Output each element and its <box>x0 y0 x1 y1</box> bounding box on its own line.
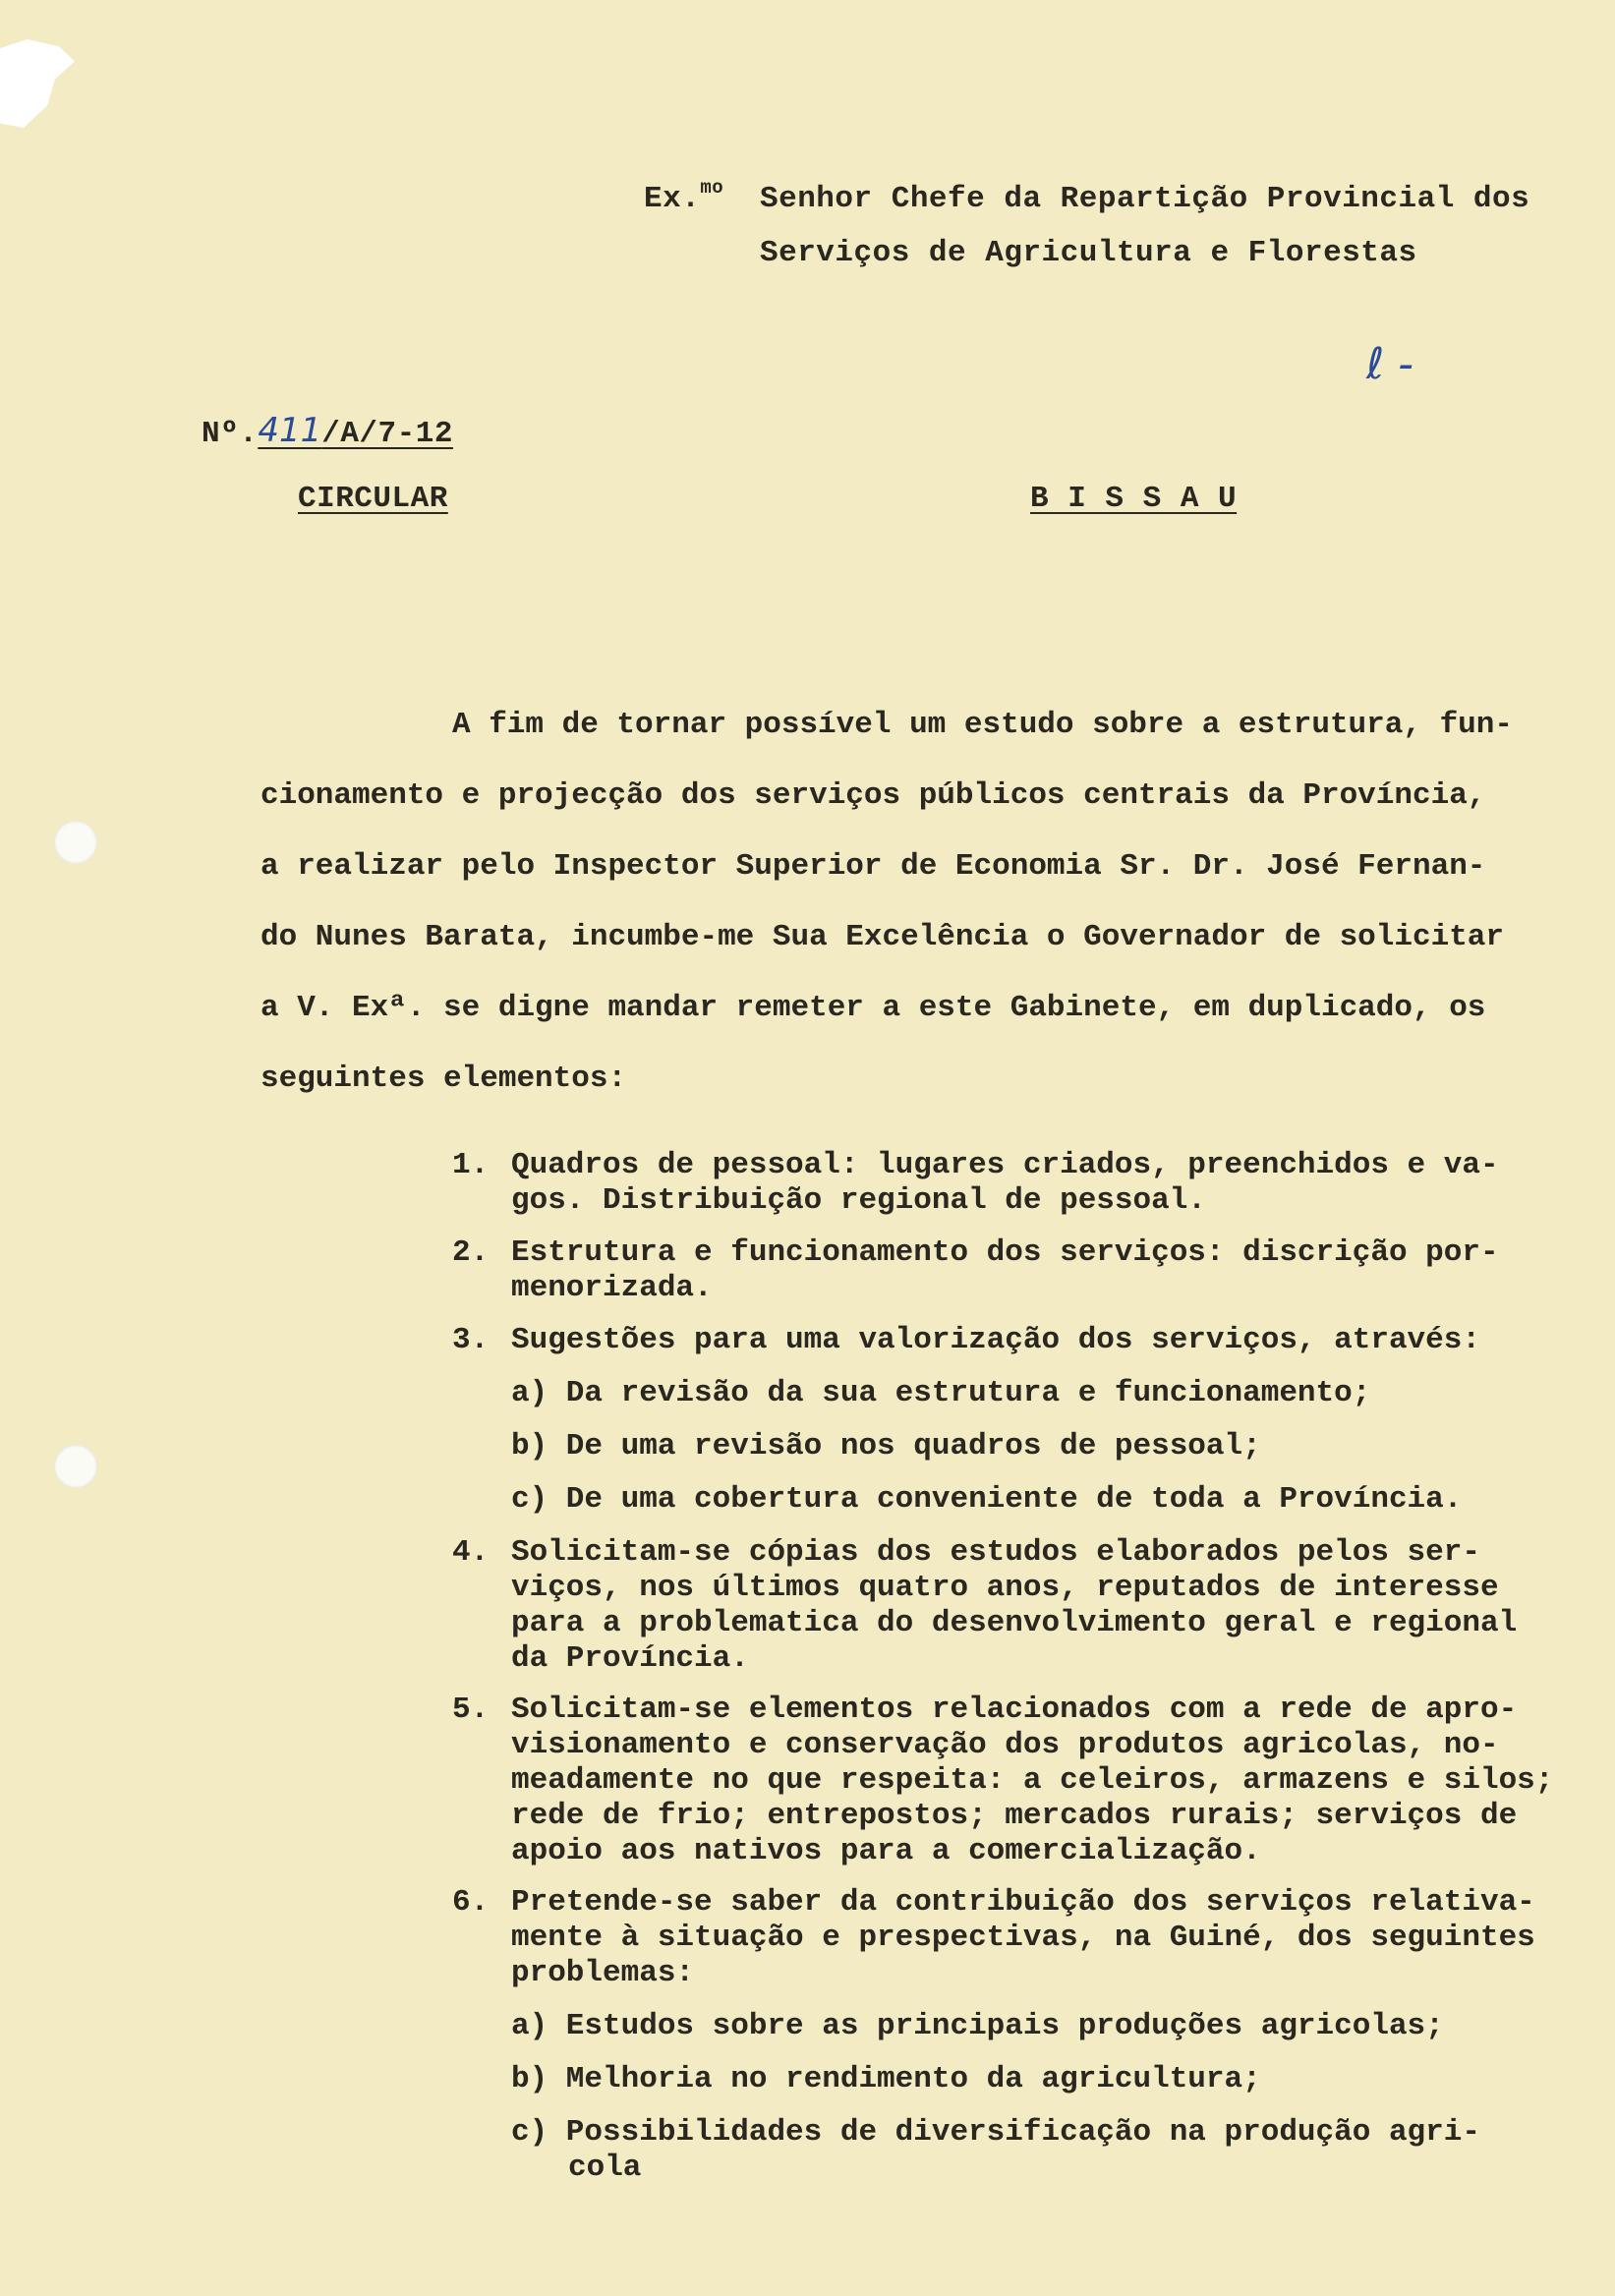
item-number: 3. <box>452 1323 490 1357</box>
item-line: menorizada. <box>511 1271 713 1305</box>
item-line: visionamento e conservação dos produtos agricolas, no- <box>511 1728 1499 1762</box>
item-line: Solicitam-se elementos relacionados com a rede de apro- <box>511 1693 1518 1727</box>
item-line: Sugestões para uma valorização dos serviços, através: <box>511 1323 1480 1357</box>
subitem-line: b) De uma revisão nos quadros de pessoal; <box>511 1429 1261 1464</box>
item-line: apoio aos nativos para a comercialização. <box>511 1834 1261 1868</box>
item-number: 4. <box>452 1535 490 1570</box>
item-line: viços, nos últimos quatro anos, reputados de interesse <box>511 1571 1499 1605</box>
intro-line: seguintes elementos: <box>260 1062 627 1096</box>
item-number: 6. <box>452 1885 490 1920</box>
place-label: B I S S A U <box>1030 482 1238 516</box>
punch-hole-upper <box>54 821 97 864</box>
subitem-line: c) Possibilidades de diversificação na produção agri- <box>511 2115 1480 2150</box>
punch-hole-lower <box>54 1445 97 1488</box>
item-line: mente à situação e prespectivas, na Guiné, dos seguintes <box>511 1921 1535 1955</box>
reference-number: Nº.411/A/7-12 <box>202 411 453 451</box>
intro-line: a realizar pelo Inspector Superior de Economia Sr. Dr. José Fernan- <box>260 849 1486 884</box>
handwritten-mark: ℓ - <box>1366 339 1414 389</box>
subitem-line: a) Da revisão da sua estrutura e funcionamento; <box>511 1376 1371 1410</box>
subitem-continuation: cola <box>568 2151 642 2185</box>
intro-line: do Nunes Barata, incumbe-me Sua Excelência o Governador de solicitar <box>260 920 1505 954</box>
intro-line: a V. Exª. se digne mandar remeter a este Gabinete, em duplicado, os <box>260 991 1486 1025</box>
item-line: rede de frio; entrepostos; mercados rurais; serviços de <box>511 1799 1518 1833</box>
item-line: problemas: <box>511 1956 695 1990</box>
circular-label: CIRCULAR <box>298 482 448 516</box>
item-line: para a problematica do desenvolvimento geral e regional <box>511 1606 1518 1640</box>
subitem-line: b) Melhoria no rendimento da agricultura; <box>511 2062 1261 2096</box>
torn-corner <box>0 39 79 128</box>
salutation: Ex.$^{mo}$ <box>644 177 724 216</box>
item-line: Quadros de pessoal: lugares criados, preenchidos e va- <box>511 1148 1499 1182</box>
item-number: 1. <box>452 1148 490 1182</box>
intro-line: A fim de tornar possível um estudo sobre a estrutura, fun- <box>452 708 1513 742</box>
item-line: meadamente no que respeita: a celeiros, armazens e silos; <box>511 1763 1554 1798</box>
intro-line: cionamento e projecção dos serviços públicos centrais da Província, <box>260 778 1486 813</box>
recipient-line-2: Serviços de Agricultura e Florestas <box>760 236 1417 270</box>
item-number: 5. <box>452 1693 490 1727</box>
item-number: 2. <box>452 1235 490 1270</box>
subitem-line: a) Estudos sobre as principais produções agricolas; <box>511 2009 1444 2043</box>
subitem-line: c) De uma cobertura conveniente de toda a Província. <box>511 1482 1463 1517</box>
item-line: Pretende-se saber da contribuição dos serviços relativa- <box>511 1885 1535 1920</box>
item-line: gos. Distribuição regional de pessoal. <box>511 1183 1206 1218</box>
item-line: Solicitam-se cópias dos estudos elaborados pelos ser- <box>511 1535 1480 1570</box>
recipient-line-1: Senhor Chefe da Repartição Provincial dos <box>760 182 1530 216</box>
item-line: da Província. <box>511 1641 749 1676</box>
item-line: Estrutura e funcionamento dos serviços: discrição por- <box>511 1235 1499 1270</box>
